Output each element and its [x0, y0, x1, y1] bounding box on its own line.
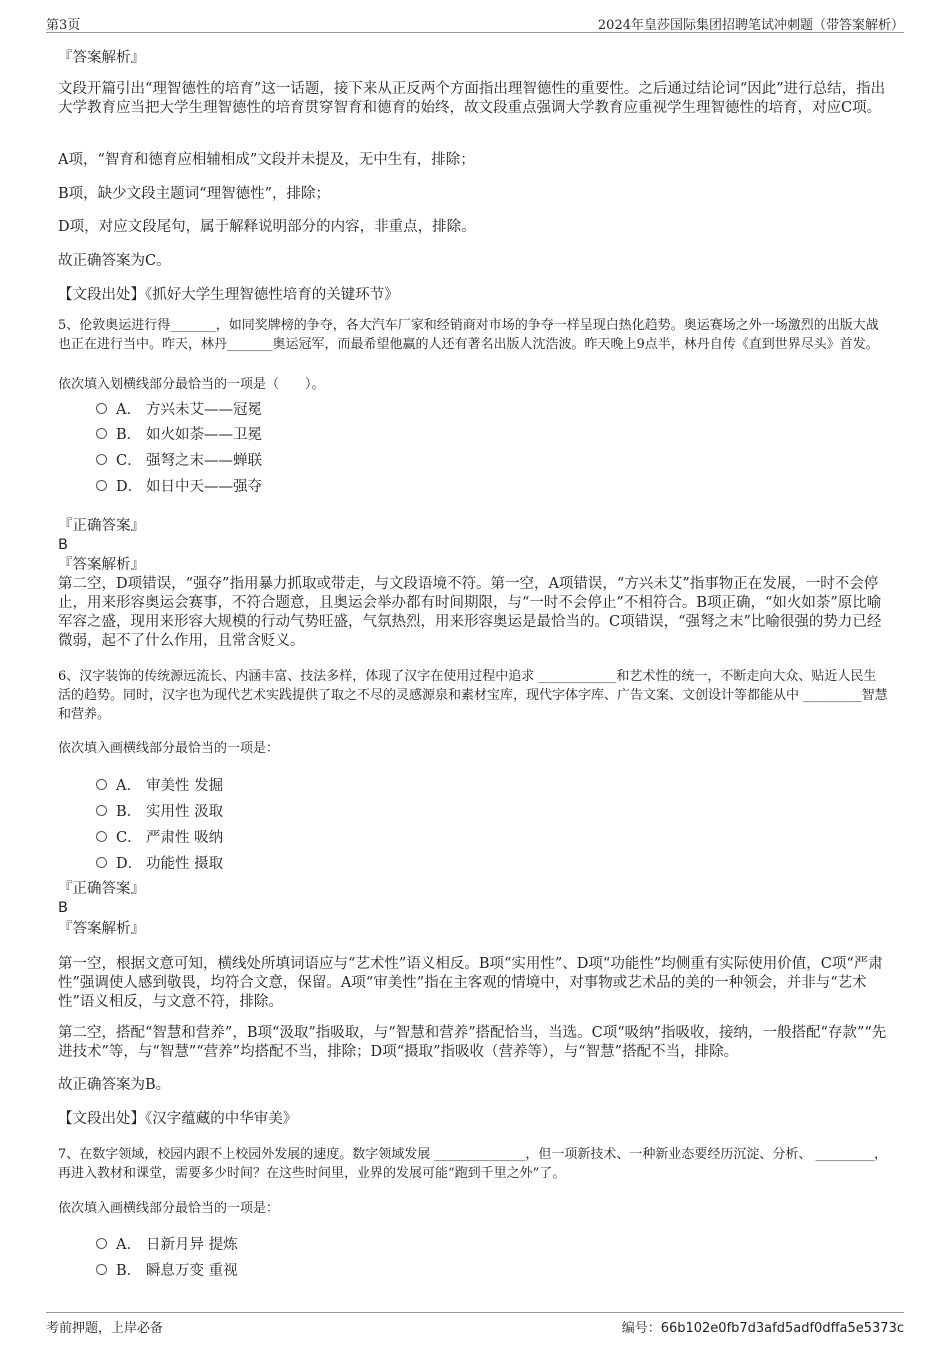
option-letter: C．	[116, 829, 142, 846]
analysis-label: 『答案解析』	[58, 50, 145, 66]
source-citation: 【文段出处】《汉字蕴藏的中华审美》	[58, 1111, 298, 1127]
question-stem: 6、汉字装饰的传统源远流长、内涵丰富、技法多样，体现了汉字在使用过程中追求 ____________和艺术性的统一，不断走向大众、贴近人民生活的趋势。同时，汉字也为现代艺术实践提供了取之不尽的灵感源泉和素材宝库，现代字体字库、广告文案、文创设计等都能从中 _________智慧和营养。	[58, 669, 888, 722]
analysis-paragraph: 第二空，D项错误，“强夺”指用暴力抓取或带走，与文段语境不符。第一空，A项错误，“方兴未艾”指事物正在发展，一时不会停止，用来形容奥运会赛事，不符合题意，且奥运会举办都有时间期限，与“一时不会停止”不相符合。B项正确，“如火如荼”原比喻军容之盛，现用来形容大规模的行动气势旺盛，气氛热烈，用来形容奥运是最恰当的。C项错误，“强弩之末”比喻很强的势力已经微弱，起不了什么作用，且常含贬义。	[58, 576, 882, 649]
question-stem: 5、伦敦奥运进行得_______，如同奖牌榜的争夺，各大汽车厂家和经销商对市场的争夺一样呈现白热化趋势。奥运赛场之外一场激烈的出版大战也正在进行当中。昨天，林丹_______奥运冠军，而最希望他赢的人还有著名出版人沈浩波。昨天晚上9点半，林丹自传《直到世界尽头》首发。	[58, 318, 879, 352]
radio-icon[interactable]	[96, 480, 107, 491]
analysis-paragraph: A项，“智育和德育应相辅相成”文段并未提及，无中生有，排除；	[58, 152, 475, 168]
option-text: 如火如荼——卫冕	[146, 426, 262, 443]
analysis-paragraph: 第一空，根据文意可知，横线处所填词语应与“艺术性”语义相反。B项“实用性”、D项“功能性”均侧重有实际使用价值，C项“严肃性”强调使人感到敬畏，均符合文意，保留。A项“审美性”指在主客观的情境中，对事物或艺术品的美的一种领会，并非与“艺术性”语义相反，与文意不符，排除。	[58, 956, 883, 1010]
option-a[interactable]	[96, 1233, 238, 1253]
option-c[interactable]	[96, 449, 262, 469]
option-letter: B．	[116, 426, 142, 443]
radio-icon[interactable]	[96, 831, 107, 842]
radio-icon[interactable]	[96, 857, 107, 868]
option-text: 瞬息万变 重视	[146, 1262, 238, 1279]
option-letter: D．	[116, 478, 143, 495]
page-header	[46, 12, 904, 33]
option-letter: C．	[116, 452, 142, 469]
correct-answer-label: 『正确答案』	[58, 881, 145, 897]
question-prompt: 依次填入画横线部分最恰当的一项是：	[58, 741, 280, 756]
option-text: 严肃性 吸纳	[146, 829, 224, 846]
correct-answer-label: 『正确答案』	[58, 518, 145, 534]
option-letter: D．	[116, 855, 143, 872]
source-citation: 【文段出处】《抓好大学生理智德性培育的关键环节》	[58, 287, 399, 303]
radio-icon[interactable]	[96, 1238, 107, 1249]
radio-icon[interactable]	[96, 403, 107, 414]
option-letter: A．	[116, 1236, 141, 1253]
option-letter: B．	[116, 803, 142, 820]
analysis-label: 『答案解析』	[58, 557, 145, 573]
correct-answer: B	[58, 900, 68, 916]
analysis-paragraph: 文段开篇引出“理智德性的培育”这一话题，接下来从正反两个方面指出理智德性的重要性。之后通过结论词“因此”进行总结，指出大学教育应当把大学生理智德性的培育贯穿智育和德育的始终，故文段重点强调大学教育应重视学生理智德性的培育，对应C项。	[58, 81, 886, 116]
option-text: 功能性 摄取	[146, 855, 224, 872]
option-letter: B．	[116, 1262, 142, 1279]
analysis-paragraph: D项，对应文段尾句，属于解释说明部分的内容，非重点，排除。	[58, 219, 476, 235]
radio-icon[interactable]	[96, 779, 107, 790]
question-prompt: 依次填入画横线部分最恰当的一项是：	[58, 1201, 280, 1216]
radio-icon[interactable]	[96, 805, 107, 816]
option-text: 强弩之末——蝉联	[146, 452, 262, 469]
analysis-paragraph: 第二空，搭配“智慧和营养”，B项“汲取”指吸取，与“智慧和营养”搭配恰当，当选。C项“吸纳”指吸收，接纳，一般搭配“存款”“先进技术”等，与“智慧”“营养”均搭配不当，排除；D项“摄取”指吸收（营养等），与“智慧”搭配不当，排除。	[58, 1025, 887, 1060]
correct-answer: B	[58, 537, 68, 553]
analysis-paragraph: B项，缺少文段主题词“理智德性”，排除；	[58, 186, 330, 202]
option-b[interactable]	[96, 1259, 238, 1279]
option-letter: A．	[116, 401, 141, 418]
option-a[interactable]	[96, 774, 223, 794]
footer-slogan: 考前押题，上岸必备	[46, 1321, 164, 1336]
radio-icon[interactable]	[96, 1264, 107, 1275]
option-d[interactable]	[96, 475, 262, 495]
option-text: 审美性 发掘	[146, 777, 224, 794]
answer-conclusion: 故正确答案为B。	[58, 1077, 171, 1093]
option-text: 方兴未艾——冠冕	[146, 401, 262, 418]
option-b[interactable]	[96, 423, 262, 443]
document-id: 编号：66b102e0fb7d3afd5adf0dffa5e5373c	[621, 1321, 904, 1336]
page-footer	[46, 1312, 904, 1337]
answer-conclusion: 故正确答案为C。	[58, 253, 171, 269]
option-letter: A．	[116, 777, 141, 794]
option-d[interactable]	[96, 852, 223, 872]
radio-icon[interactable]	[96, 454, 107, 465]
option-text: 实用性 汲取	[146, 803, 224, 820]
option-text: 如日中天——强夺	[146, 478, 262, 495]
option-b[interactable]	[96, 800, 223, 820]
question-prompt: 依次填入划横线部分最恰当的一项是（ ）。	[58, 377, 325, 392]
radio-icon[interactable]	[96, 428, 107, 439]
option-c[interactable]	[96, 826, 223, 846]
page-number: 第3页	[46, 18, 81, 33]
option-a[interactable]	[96, 398, 262, 418]
option-text: 日新月异 提炼	[146, 1236, 238, 1253]
question-stem: 7、在数字领域，校园内跟不上校园外发展的速度。数字领域发展 ______________，但一项新技术、一种新业态要经历沉淀、分析、 _________，再进入教材和课堂，需要多少时间？在这些时间里，业界的发展可能“跑到千里之外”了。	[58, 1147, 888, 1181]
document-title: 2024年皇莎国际集团招聘笔试冲刺题（带答案解析）	[597, 18, 904, 33]
analysis-label: 『答案解析』	[58, 921, 145, 937]
